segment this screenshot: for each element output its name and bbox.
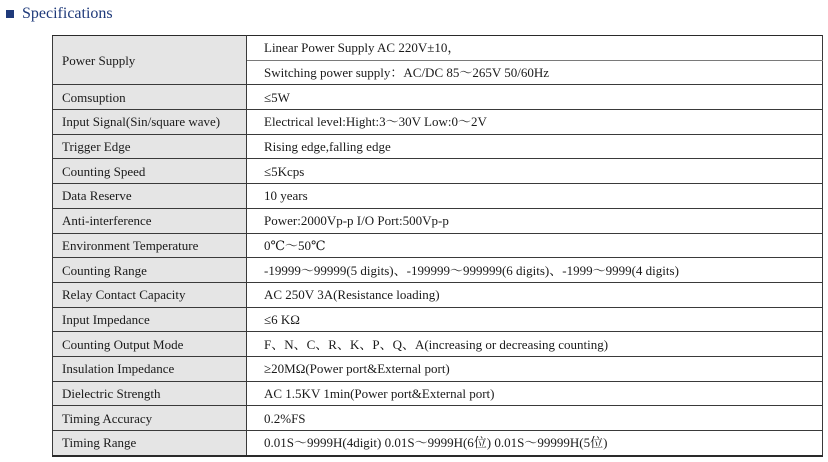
spec-label: Trigger Edge <box>53 134 247 159</box>
table-row <box>53 258 823 283</box>
table-row <box>53 36 823 61</box>
spec-label: Comsuption <box>53 85 247 110</box>
spec-value: 0℃～50℃ <box>247 233 823 258</box>
spec-value: ≤5Kcps <box>247 159 823 184</box>
spec-value: Linear Power Supply AC 220V±10， <box>247 36 823 61</box>
table-row <box>53 307 823 332</box>
spec-label: Input Signal(Sin/square wave) <box>53 110 247 135</box>
spec-value: 10 years <box>247 184 823 209</box>
spec-value: -19999～99999(5 digits)、-199999～999999(6 digits)、-1999～9999(4 digits) <box>247 258 823 283</box>
spec-value: AC 1.5KV 1min(Power port&External port) <box>247 381 823 406</box>
specifications-table <box>52 35 823 457</box>
spec-label: Timing Range <box>53 431 247 456</box>
table-row <box>53 431 823 456</box>
spec-label: Counting Output Mode <box>53 332 247 357</box>
spec-label: Timing Accuracy <box>53 406 247 431</box>
spec-label: Anti-interference <box>53 208 247 233</box>
spec-value: 0.2%FS <box>247 406 823 431</box>
spec-label: Environment Temperature <box>53 233 247 258</box>
spec-value: Switching power supply：AC/DC 85～265V 50/60Hz <box>247 60 823 85</box>
table-row <box>53 184 823 209</box>
spec-value: Electrical level:Hight:3～30V Low:0～2V <box>247 110 823 135</box>
spec-label: Data Reserve <box>53 184 247 209</box>
table-row <box>53 208 823 233</box>
table-row <box>53 85 823 110</box>
table-row <box>53 332 823 357</box>
table-row <box>53 134 823 159</box>
spec-label: Counting Range <box>53 258 247 283</box>
spec-label: Relay Contact Capacity <box>53 282 247 307</box>
table-row <box>53 356 823 381</box>
spec-value: 0.01S～9999H(4digit) 0.01S～9999H(6位) 0.01S～99999H(5位) <box>247 431 823 456</box>
table-row <box>53 282 823 307</box>
spec-value: F、N、C、R、K、P、Q、A(increasing or decreasing counting) <box>247 332 823 357</box>
spec-value: ≥20MΩ(Power port&External port) <box>247 356 823 381</box>
table-row <box>53 381 823 406</box>
spec-label: Power Supply <box>53 36 247 85</box>
section-heading <box>6 4 113 24</box>
spec-value: Power:2000Vp-p I/O Port:500Vp-p <box>247 208 823 233</box>
spec-value: ≤6 KΩ <box>247 307 823 332</box>
spec-value: AC 250V 3A(Resistance loading) <box>247 282 823 307</box>
spec-label: Insulation Impedance <box>53 356 247 381</box>
spec-value: Rising edge,falling edge <box>247 134 823 159</box>
spec-label: Input Impedance <box>53 307 247 332</box>
table-row <box>53 110 823 135</box>
section-title: Specifications <box>22 5 113 22</box>
spec-label: Dielectric Strength <box>53 381 247 406</box>
spec-value: ≤5W <box>247 85 823 110</box>
square-bullet-icon <box>6 10 14 18</box>
table-row <box>53 159 823 184</box>
spec-label: Counting Speed <box>53 159 247 184</box>
table-row <box>53 406 823 431</box>
table-row <box>53 233 823 258</box>
